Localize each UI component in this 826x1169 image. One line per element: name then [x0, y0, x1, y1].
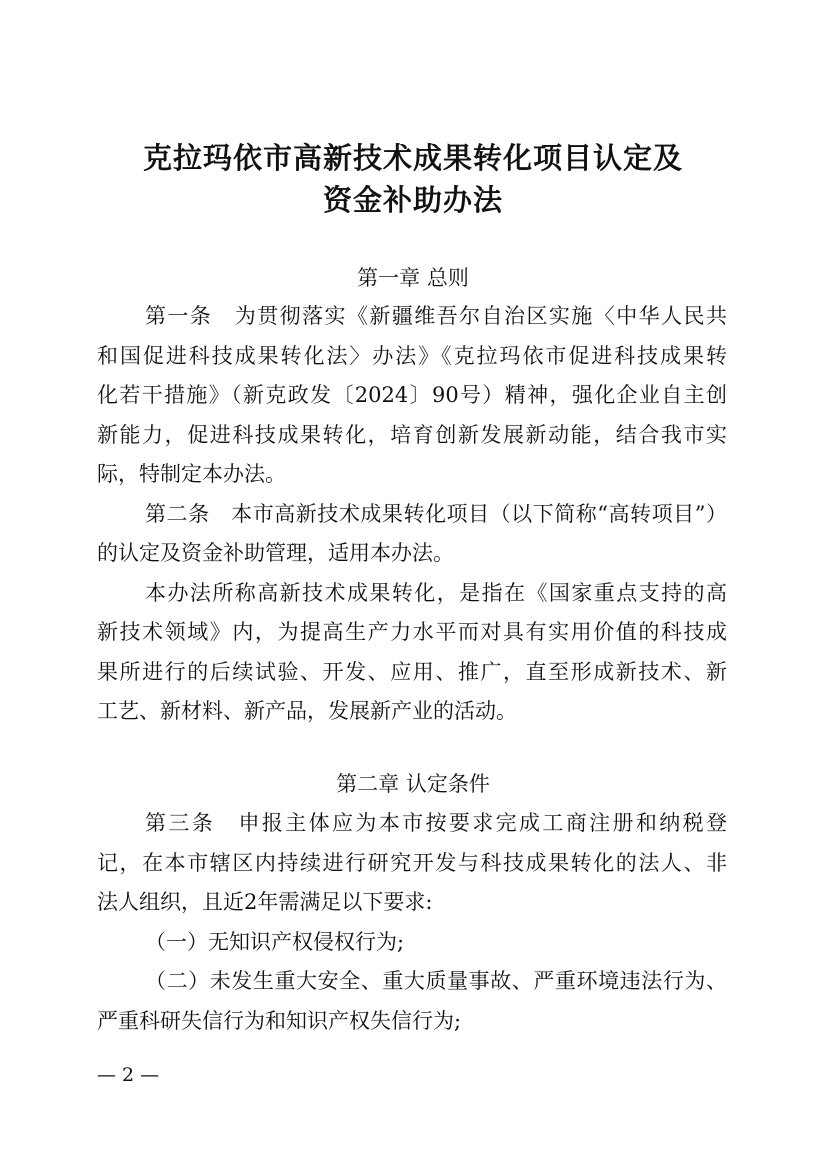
article-2-line-2: 的认定及资金补助管理，适用本办法。 — [97, 541, 454, 565]
article-1-line-5: 际，特制定本办法。 — [97, 462, 286, 486]
article-3-line-3: 法人组织，且近2年需满足以下要求: — [97, 890, 433, 914]
definition-line-3: 果所进行的后续试验、开发、应用、推广，直至形成新技术、新 — [97, 660, 727, 684]
document-title-line-1: 克拉玛依市高新技术成果转化项目认定及 — [142, 141, 683, 175]
requirement-2-line-1: （二）未发生重大安全、重大质量事故、严重环境违法行为、 — [145, 969, 727, 993]
chapter-1-heading: 第一章 总则 — [357, 266, 469, 290]
article-1-line-1: 第一条 为贯彻落实《新疆维吾尔自治区实施〈中华人民共 — [145, 304, 727, 328]
article-3-line-2: 记，在本市辖区内持续进行研究开发与科技成果转化的法人、非 — [97, 851, 727, 875]
article-1-line-3: 化若干措施》（新克政发〔2024〕90号）精神，强化企业自主创 — [97, 383, 727, 407]
definition-line-4: 工艺、新材料、新产品，发展新产业的活动。 — [97, 699, 517, 723]
chapter-2-heading: 第二章 认定条件 — [336, 772, 490, 796]
requirement-1: （一）无知识产权侵权行为; — [145, 930, 405, 954]
document-title-line-2: 资金补助办法 — [322, 183, 503, 217]
requirement-2-line-2: 严重科研失信行为和知识产权失信行为; — [97, 1009, 462, 1033]
article-2-line-1: 第二条 本市高新技术成果转化项目（以下简称“高转项目”） — [145, 502, 727, 526]
page-number: — 2 — — [97, 1064, 160, 1086]
article-3-line-1: 第三条 申报主体应为本市按要求完成工商注册和纳税登 — [145, 811, 727, 835]
definition-line-1: 本办法所称高新技术成果转化，是指在《国家重点支持的高 — [145, 581, 727, 605]
article-1-line-4: 新能力，促进科技成果转化，培育创新发展新动能，结合我市实 — [97, 423, 727, 447]
definition-line-2: 新技术领域》内，为提高生产力水平而对具有实用价值的科技成 — [97, 620, 727, 644]
article-1-line-2: 和国促进科技成果转化法〉办法》《克拉玛依市促进科技成果转 — [97, 344, 727, 368]
